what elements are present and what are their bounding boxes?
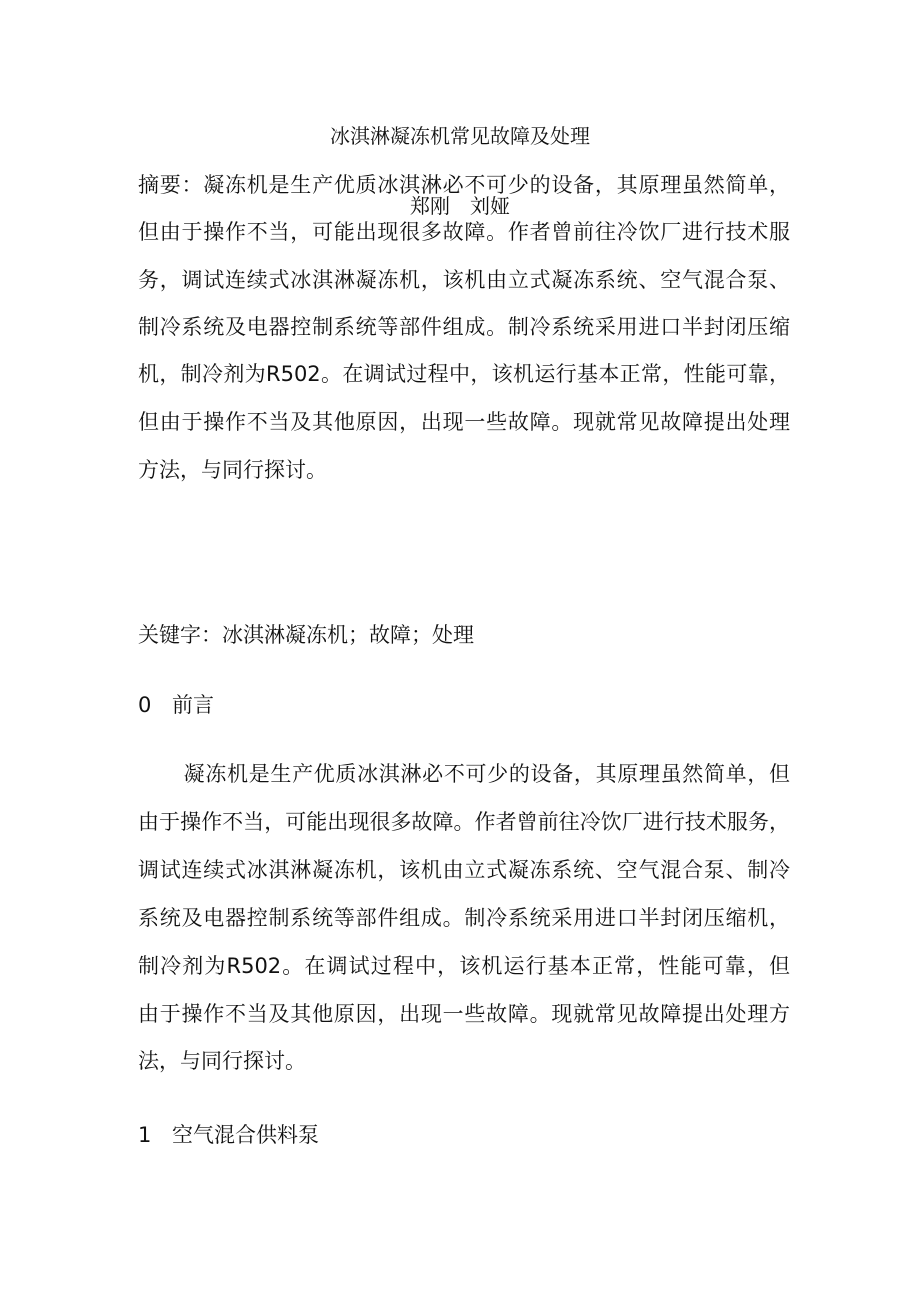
paragraph-line: 法，与同行探讨。 bbox=[138, 1049, 306, 1073]
abstract-line: 但由于操作不当，可能出现很多故障。作者曾前往冷饮厂进行技术服 bbox=[138, 220, 790, 244]
abstract-line: 务，调试连续式冰淇淋凝冻机，该机由立式凝冻系统、空气混合泵、 bbox=[138, 268, 790, 292]
section-number: 1 bbox=[138, 1123, 152, 1147]
paragraph-line: 由于操作不当，可能出现很多故障。作者曾前往冷饮厂进行技术服务， bbox=[138, 810, 790, 834]
section-number: 0 bbox=[138, 693, 152, 717]
abstract-line: 摘要：凝冻机是生产优质冰淇淋必不可少的设备，其原理虽然简单， bbox=[138, 173, 790, 197]
abstract-line: 制冷系统及电器控制系统等部件组成。制冷系统采用进口半封闭压缩 bbox=[138, 315, 790, 339]
section-title: 前言 bbox=[172, 693, 214, 717]
authors: 郑刚 刘娅 bbox=[410, 194, 510, 218]
abstract-line: 但由于操作不当及其他原因，出现一些故障。现就常见故障提出处理 bbox=[138, 410, 790, 434]
paragraph-line: 系统及电器控制系统等部件组成。制冷系统采用进口半封闭压缩机， bbox=[138, 906, 790, 930]
paragraph-line: 凝冻机是生产优质冰淇淋必不可少的设备，其原理虽然简单，但 bbox=[162, 762, 790, 786]
paragraph-line: 调试连续式冰淇淋凝冻机，该机由立式凝冻系统、空气混合泵、制冷 bbox=[138, 858, 790, 882]
abstract-line: 方法，与同行探讨。 bbox=[138, 458, 327, 482]
paragraph-line: 制冷剂为R502。在调试过程中，该机运行基本正常，性能可靠，但 bbox=[138, 954, 790, 978]
document-title: 冰淇淋凝冻机常见故障及处理 bbox=[330, 124, 590, 148]
paragraph-line: 由于操作不当及其他原因，出现一些故障。现就常见故障提出处理方 bbox=[138, 1002, 790, 1026]
section-heading-0 bbox=[138, 692, 790, 718]
keywords: 关键字：冰淇淋凝冻机；故障；处理 bbox=[138, 623, 474, 647]
section-heading-1 bbox=[138, 1122, 790, 1148]
section-title: 空气混合供料泵 bbox=[172, 1123, 319, 1147]
abstract-line: 机，制冷剂为R502。在调试过程中，该机运行基本正常，性能可靠， bbox=[138, 362, 790, 386]
